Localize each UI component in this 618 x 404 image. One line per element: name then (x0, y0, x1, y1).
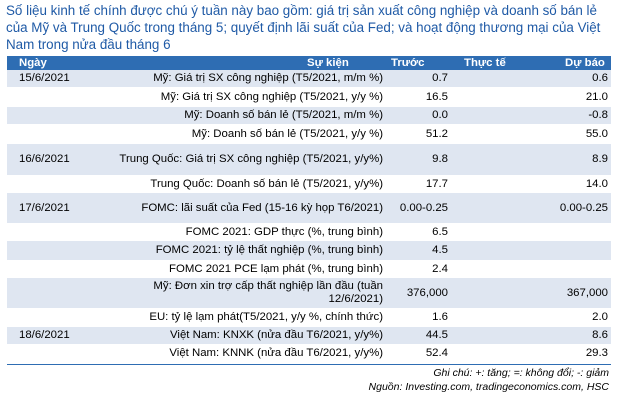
table-row (7, 70, 611, 87)
row-event: Mỹ: Giá trị SX công nghiệp (T5/2021, m/m %) (99, 70, 387, 87)
row-prev: 52.4 (425, 347, 448, 359)
report-title: Số liệu kinh tế chính được chú ý tuần này bao gồm: giá trị sản xuất công nghiệp và doanh số bán lẻ của Mỹ và Trung Quốc trong tháng 5; quyết định lãi suất của Fed; và hoạt động thương mại của Việt Nam trong nửa đầu tháng 6 (6, 3, 601, 52)
header-event: Sự kiện (307, 57, 349, 69)
table-row (7, 308, 611, 327)
row-prev: 0.00-0.25 (387, 193, 451, 223)
economic-calendar-table (7, 70, 611, 363)
row-date (7, 260, 99, 278)
row-prev: 17.7 (425, 177, 448, 190)
row-actual (451, 327, 527, 344)
table-row (7, 344, 611, 363)
row-event: EU: tỷ lệ lạm phát(T5/2021, y/y %, chính thức) (149, 311, 383, 323)
row-actual (451, 278, 527, 308)
table-header (7, 56, 611, 70)
table-row (7, 124, 611, 144)
row-date: 16/6/2021 (7, 144, 99, 175)
table-row (7, 327, 611, 344)
table-notes (369, 366, 609, 394)
row-prev: 16.5 (425, 90, 448, 103)
source-note: Nguồn: Investing.com, tradingeconomics.com, HSC (368, 381, 609, 393)
row-forecast: 2.0 (592, 311, 608, 323)
row-forecast: 14.0 (585, 177, 608, 190)
table-row (7, 223, 611, 241)
row-forecast: 55.0 (585, 127, 608, 140)
row-prev: 44.5 (387, 327, 451, 344)
row-prev: 1.6 (432, 311, 448, 323)
table-bottom-rule (7, 364, 611, 365)
row-actual (451, 193, 527, 223)
row-date (7, 308, 99, 327)
row-event: Việt Nam: KNXK (nửa đầu T6/2021, y/y%) (99, 327, 387, 344)
row-date (7, 278, 99, 308)
row-prev: 9.8 (387, 144, 451, 175)
row-actual (451, 124, 527, 144)
header-forecast: Dự báo (565, 57, 605, 69)
header-prev: Trước (391, 57, 425, 69)
row-actual (451, 70, 527, 87)
row-forecast: 8.9 (527, 144, 611, 175)
row-actual (451, 260, 527, 278)
row-event: FOMC 2021 PCE lạm phát (%, trung bình) (169, 262, 383, 275)
header-date: Ngày (19, 57, 47, 69)
row-actual (451, 344, 527, 363)
row-forecast: 21.0 (585, 90, 608, 103)
legend-note: Ghi chú: +: tăng; =: không đổi; -: giảm (433, 367, 609, 379)
header-actual: Thực tế (464, 57, 506, 69)
row-date (7, 223, 99, 241)
row-prev: 4.5 (387, 241, 451, 260)
row-prev: 0.0 (387, 107, 451, 124)
row-event: Mỹ: Doanh số bán lẻ (T5/2021, y/y %) (191, 127, 383, 140)
row-date: 15/6/2021 (7, 70, 99, 87)
table-row (7, 260, 611, 278)
row-forecast: 29.3 (585, 347, 608, 359)
row-event: Mỹ: Đơn xin trợ cấp thất nghiệp lần đầu (tuần 12/6/2021) (99, 278, 387, 308)
table-row (7, 241, 611, 260)
row-actual (451, 308, 527, 327)
row-date: 18/6/2021 (7, 327, 99, 344)
row-actual (451, 107, 527, 124)
row-prev: 376,000 (387, 278, 451, 308)
row-forecast (527, 241, 611, 260)
row-forecast: 0.6 (527, 70, 611, 87)
row-date: 17/6/2021 (7, 193, 99, 223)
row-date (7, 175, 99, 193)
row-prev: 2.4 (432, 262, 448, 275)
row-prev: 0.7 (387, 70, 451, 87)
table-row (7, 144, 611, 175)
table-row (7, 175, 611, 193)
row-date (7, 87, 99, 107)
table-row (7, 107, 611, 124)
row-forecast (527, 223, 611, 241)
row-actual (451, 223, 527, 241)
row-actual (451, 175, 527, 193)
row-event: FOMC: lãi suất của Fed (15-16 kỳ họp T6/2021) (99, 193, 387, 223)
table-row (7, 193, 611, 223)
row-date (7, 107, 99, 124)
row-date (7, 124, 99, 144)
row-event: Trung Quốc: Giá trị SX công nghiệp (T5/2021, y/y%) (99, 144, 387, 175)
row-forecast: 0.00-0.25 (527, 193, 611, 223)
table-row (7, 87, 611, 107)
row-event: FOMC 2021: tỷ lệ thất nghiệp (%, trung bình) (99, 241, 387, 260)
row-actual (451, 87, 527, 107)
table-row (7, 278, 611, 308)
row-event: Mỹ: Giá trị SX công nghiệp (T5/2021, y/y %) (160, 90, 383, 103)
row-forecast: 8.6 (527, 327, 611, 344)
row-forecast (527, 260, 611, 278)
row-actual (451, 241, 527, 260)
row-forecast: -0.8 (527, 107, 611, 124)
row-prev: 51.2 (425, 127, 448, 140)
row-date (7, 344, 99, 363)
row-event: Việt Nam: KNNK (nửa đầu T6/2021, y/y%) (169, 347, 383, 359)
row-event: Mỹ: Doanh số bán lẻ (T5/2021, m/m %) (99, 107, 387, 124)
row-date (7, 241, 99, 260)
row-actual (451, 144, 527, 175)
row-prev: 6.5 (432, 225, 448, 238)
row-forecast: 367,000 (527, 278, 611, 308)
row-event: Trung Quốc: Doanh số bán lẻ (T5/2021, y/y%) (150, 177, 383, 190)
row-event: FOMC 2021: GDP thực (%, trung bình) (185, 225, 383, 238)
